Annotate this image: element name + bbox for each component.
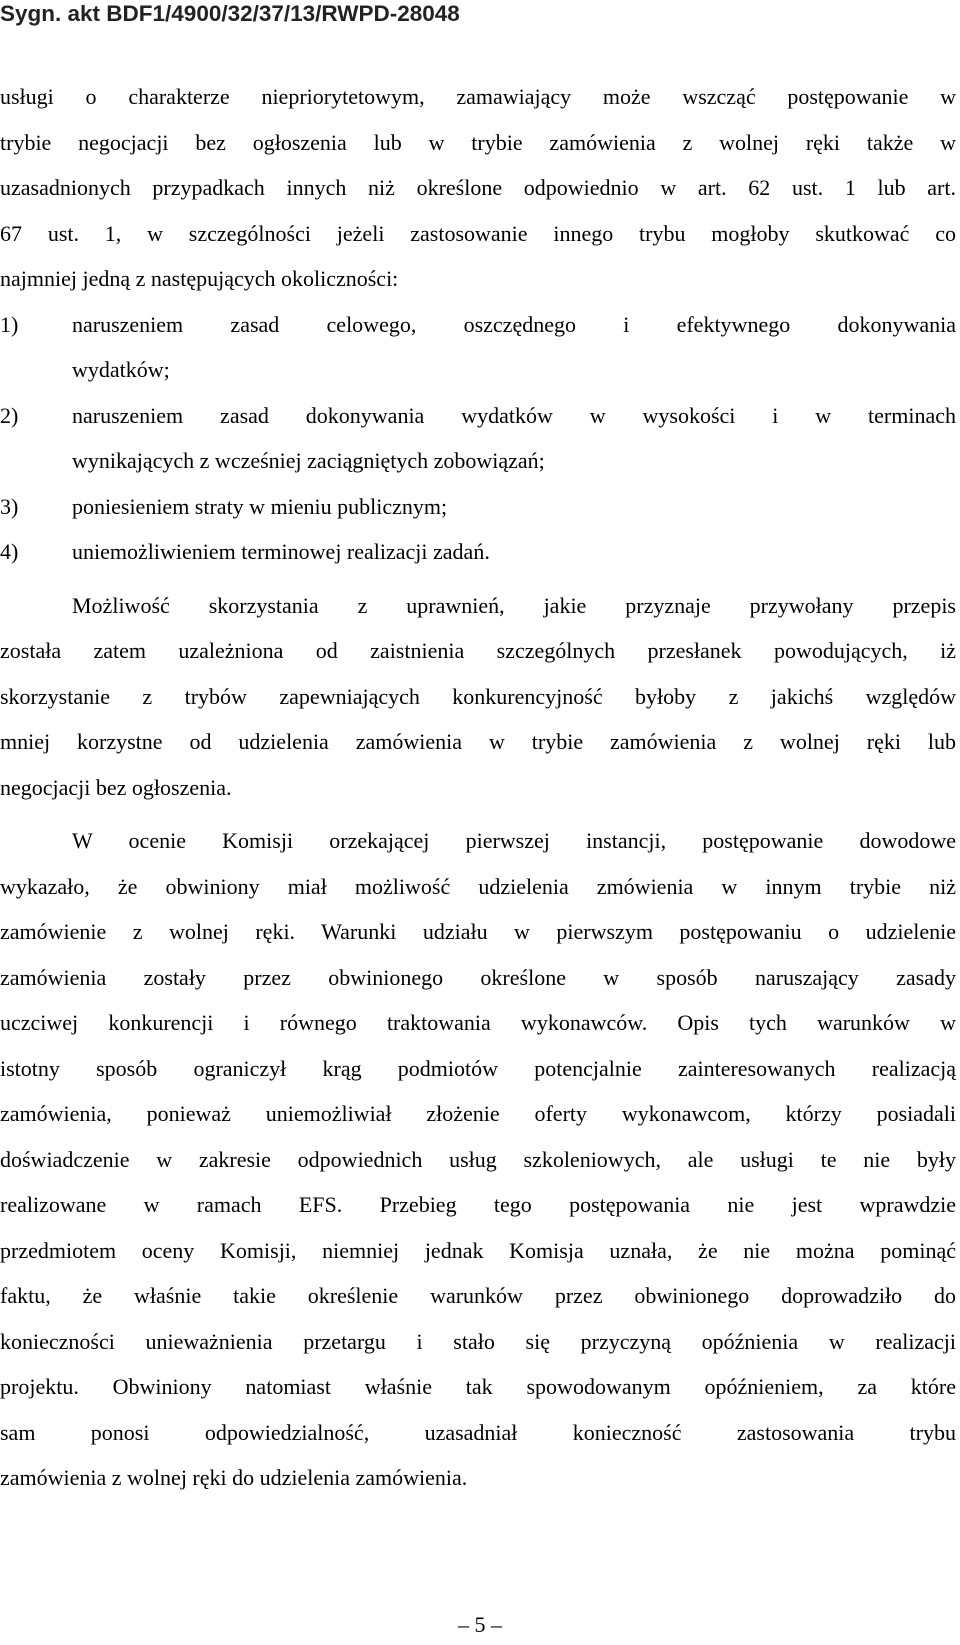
- list-item-number: 4): [0, 539, 19, 564]
- list-item: [0, 393, 956, 484]
- text-line: przedmiotem oceny Komisji, niemniej jednak Komisja uznała, że nie można pominąć: [0, 1237, 956, 1263]
- list-item-line: wydatków;: [72, 357, 170, 382]
- text-line: 67 ust. 1, w szczególności jeżeli zastosowanie innego trybu mogłoby skutkować co: [0, 220, 956, 246]
- text-line: usługi o charakterze niepriorytetowym, zamawiający może wszcząć postępowanie w: [0, 84, 956, 109]
- text-line: Możliwość skorzystania z uprawnień, jakie przyznaje przywołany przepis: [72, 592, 956, 618]
- list-item: [0, 529, 956, 575]
- text-line: zamówienia zostały przez obwinionego określone w sposób naruszający zasady: [0, 964, 956, 990]
- text-line: mniej korzystne od udzielenia zamówienia w trybie zamówienia z wolnej ręki lub: [0, 729, 956, 754]
- paragraph-possibility: [0, 583, 956, 811]
- document-body: [0, 74, 956, 1501]
- text-line: najmniej jedną z następujących okoliczności:: [0, 266, 399, 291]
- text-line: realizowane w ramach EFS. Przebieg tego postępowania nie jest wprawdzie: [0, 1192, 956, 1217]
- list-item-line: naruszeniem zasad celowego, oszczędnego i efektywnego dokonywania: [72, 311, 956, 337]
- text-line: sam ponosi odpowiedzialność, uzasadniał konieczność zastosowania trybu: [0, 1419, 956, 1445]
- list-item-line: naruszeniem zasad dokonywania wydatków w wysokości i w terminach: [72, 402, 956, 428]
- text-line: uzasadnionych przypadkach innych niż określone odpowiednio w art. 62 ust. 1 lub art.: [0, 175, 956, 200]
- text-line: doświadczenie w zakresie odpowiednich usług szkoleniowych, ale usługi te nie były: [0, 1146, 956, 1172]
- list-item: [0, 484, 956, 530]
- enumerated-list: [0, 302, 956, 575]
- text-line: projektu. Obwiniony natomiast właśnie tak spowodowanym opóźnieniem, za które: [0, 1374, 956, 1399]
- text-line: zamówienia, ponieważ uniemożliwiał złożenie oferty wykonawcom, którzy posiadali: [0, 1101, 956, 1126]
- text-line: trybie negocjacji bez ogłoszenia lub w trybie zamówienia z wolnej ręki także w: [0, 129, 956, 155]
- text-line: W ocenie Komisji orzekającej pierwszej instancji, postępowanie dowodowe: [72, 828, 956, 853]
- list-item-line: uniemożliwieniem terminowej realizacji zadań.: [72, 539, 490, 564]
- list-item-number: 3): [0, 493, 19, 519]
- paragraph-commission-opinion: [0, 818, 956, 1501]
- text-line: negocjacji bez ogłoszenia.: [0, 774, 232, 800]
- text-line: konieczności unieważnienia przetargu i stało się przyczyną opóźnienia w realizacji: [0, 1328, 956, 1354]
- text-line: została zatem uzależniona od zaistnienia szczególnych przesłanek powodujących, iż: [0, 638, 956, 663]
- list-item: [0, 302, 956, 393]
- list-item-number: 2): [0, 402, 19, 428]
- list-item-line: wynikających z wcześniej zaciągniętych zobowiązań;: [72, 448, 545, 473]
- text-line: wykazało, że obwiniony miał możliwość udzielenia zmówienia w innym trybie niż: [0, 873, 956, 899]
- list-item-line: poniesieniem straty w mieniu publicznym;: [72, 493, 448, 519]
- text-line: faktu, że właśnie takie określenie warunków przez obwinionego doprowadziło do: [0, 1283, 956, 1308]
- case-reference: Sygn. akt BDF1/4900/32/37/13/RWPD-28048: [0, 1, 460, 26]
- intro-paragraph: [0, 74, 956, 302]
- text-line: skorzystanie z trybów zapewniających konkurencyjność byłoby z jakichś względów: [0, 683, 956, 709]
- text-line: uczciwej konkurencji i równego traktowania wykonawców. Opis tych warunków w: [0, 1010, 956, 1035]
- page-number: – 5 –: [458, 1612, 502, 1637]
- text-line: istotny sposób ograniczył krąg podmiotów potencjalnie zainteresowanych realizacją: [0, 1055, 956, 1081]
- text-line: zamówienia z wolnej ręki do udzielenia zamówienia.: [0, 1465, 468, 1490]
- text-line: zamówienie z wolnej ręki. Warunki udziału w pierwszym postępowaniu o udzielenie: [0, 919, 956, 944]
- list-item-number: 1): [0, 311, 19, 337]
